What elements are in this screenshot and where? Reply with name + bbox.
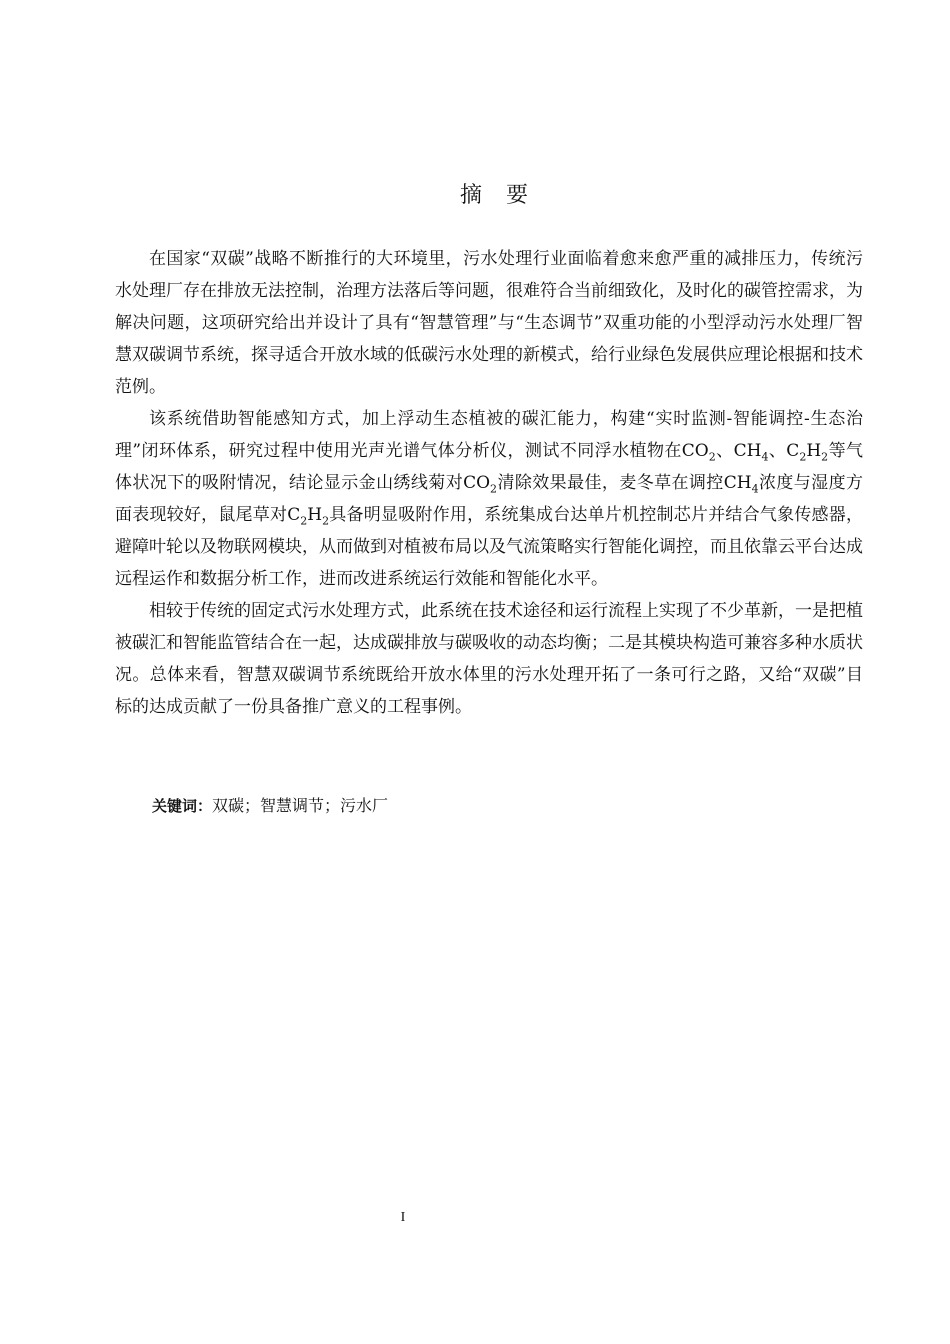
text-run: 、C bbox=[768, 441, 800, 461]
subscript: 2 bbox=[821, 450, 829, 464]
text-run: 具备明显吸附作用，系统集成台达单片机控制芯片并结合气象传感器，避障叶轮以及物联网模块，从而做到对植被布局以及气流策略实行智能化调控，而且依靠云平台达成远程运作和数据分析工作，进而改进系统运行效能和智能化水平。 bbox=[115, 505, 863, 589]
abstract-title: 摘要 bbox=[459, 183, 552, 208]
abstract-body bbox=[115, 243, 863, 723]
text-run: H bbox=[307, 505, 323, 525]
keywords-value: 双碳；智慧调节；污水厂 bbox=[212, 796, 389, 815]
subscript: 2 bbox=[322, 514, 330, 528]
subscript: 2 bbox=[799, 450, 807, 464]
text-run: 该系统借助智能感知方式，加上浮动生态植被的碳汇能力，构建“实时监测-智能调控-生态治理”闭环体系，研究过程中使用光声光谱气体分析仪，测试不同浮水植物在CO bbox=[115, 409, 863, 461]
text-run: 、CH bbox=[715, 441, 762, 461]
page-number: I bbox=[400, 1210, 406, 1225]
text-run: 等气体状况下的吸附情况，结论显示金山绣线菊对CO bbox=[115, 441, 863, 493]
paragraph-3-text: 相较于传统的固定式污水处理方式，此系统在技术途径和运行流程上实现了不少革新，一是把植被碳汇和智能监管结合在一起，达成碳排放与碳吸收的动态均衡；二是其模块构造可兼容多种水质状况。总体来看，智慧双碳调节系统既给开放水体里的污水处理开拓了一条可行之路，又给“双碳”目标的达成贡献了一份具备推广意义的工程事例。 bbox=[115, 601, 863, 717]
keywords-label: 关键词： bbox=[152, 797, 213, 815]
text-run: H bbox=[806, 441, 822, 461]
text-run: 浓度与湿度方面表现较好，鼠尾草对C bbox=[115, 473, 863, 525]
subscript: 4 bbox=[751, 482, 759, 496]
subscript: 2 bbox=[490, 482, 498, 496]
subscript: 2 bbox=[708, 450, 716, 464]
paragraph-1-text: 在国家“双碳”战略不断推行的大环境里，污水处理行业面临着愈来愈严重的减排压力，传统污水处理厂存在排放无法控制，治理方法落后等问题，很难符合当前细致化，及时化的碳管控需求，为解决问题，这项研究给出并设计了具有“智慧管理”与“生态调节”双重功能的小型浮动污水处理厂智慧双碳调节系统，探寻适合开放水域的低碳污水处理的新模式，给行业绿色发展供应理论根据和技术范例。 bbox=[115, 249, 863, 397]
keywords-line bbox=[152, 792, 852, 820]
paragraph-2 bbox=[115, 403, 863, 595]
subscript: 4 bbox=[761, 450, 769, 464]
paragraph-1 bbox=[115, 243, 863, 403]
paragraph-3 bbox=[115, 595, 863, 723]
subscript: 2 bbox=[300, 514, 308, 528]
text-run: 清除效果最佳，麦冬草在调控CH bbox=[497, 473, 752, 493]
